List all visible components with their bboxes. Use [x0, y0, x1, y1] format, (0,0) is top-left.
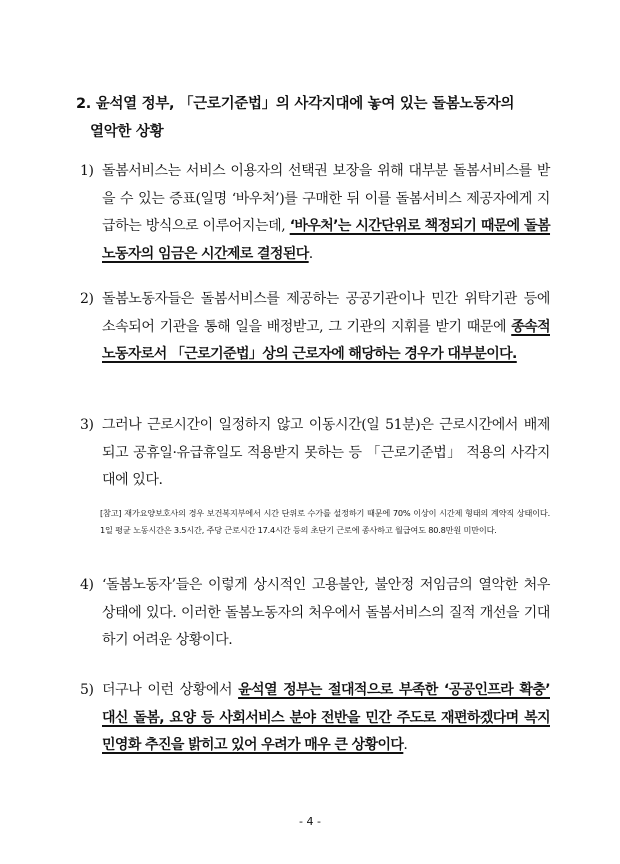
section-heading-line-2: 열악한 상황: [90, 124, 164, 140]
item-number: 5): [80, 682, 94, 698]
item-number: 2): [80, 291, 94, 307]
item-number: 4): [80, 577, 94, 593]
item-text: [102, 158, 550, 268]
item-text-emphasis: 종속적 노동자로서 「근로기준법」상의 근로자에 해당하는 경우가 대부분이다.: [102, 318, 550, 362]
item-text-end: .: [308, 245, 313, 262]
item-text: 그러나 근로시간이 일정하지 않고 이동시간(일 51분)은 근로시간에서 배제되고 공휴일·유급휴일도 적용받지 못하는 등 「근로기준법」 적용의 사각지대에 있다.: [102, 417, 550, 488]
item-text: ‘돌봄노동자’들은 이렇게 상시적인 고용불안, 불안정 저임금의 열악한 처우 상태에 있다. 이러한 돌봄노동자의 처우에서 돌봄서비스의 질적 개선을 기대하기 어려운 상황이다.: [102, 577, 550, 648]
page-number: - 4 -: [299, 815, 321, 828]
paragraph-item-1: [80, 158, 550, 268]
item-number: 3): [80, 417, 94, 433]
paragraph-item-4: [80, 572, 550, 655]
paragraph-item-2: [80, 286, 550, 369]
item-text-plain: 돌봄서비스는 서비스 이용자의 선택권 보장을 위해 대부분 돌봄서비스를 받을 수 있는 증표(일명 ‘바우처’)를 구매한 뒤 이를 돌봄서비스 제공자에게 지급하는 방식으로 이루어지는데,: [102, 163, 550, 234]
item-text-plain: 더구나 이런 상황에서: [102, 682, 239, 698]
item-number: 1): [80, 163, 94, 179]
paragraph-item-5: [80, 677, 550, 760]
item-text: [102, 677, 550, 760]
section-heading: [76, 90, 556, 146]
paragraph-item-3: [80, 412, 550, 495]
item-text-emphasis: 윤석열 정부는 절대적으로 부족한 ‘공공인프라 확충’ 대신 돌봄, 요양 등 사회서비스 분야 전반을 민간 주도로 재편하겠다며 복지 민영화 추진을 밝히고 있어 우려가 매우 큰 상황이다: [102, 682, 550, 753]
section-heading-line-1: 2. 윤석열 정부, 「근로기준법」의 사각지대에 놓여 있는 돌봄노동자의: [76, 96, 515, 112]
item-text: [102, 286, 550, 369]
item-text-emphasis: ‘바우처’는 시간단위로 책정되기 때문에 돌봄노동자의 임금은 시간제로 결정된다: [102, 218, 551, 262]
item-text-end: .: [403, 737, 408, 753]
reference-note: [참고] 재가요양보호사의 경우 보건복지부에서 시간 단위로 수가를 설정하기 때문에 70% 이상이 시간제 형태의 계약직 상태이다. 1일 평균 노동시간은 3.5시간, 주당 근로시간 17.4시간 등의 초단기 근로에 종사하고 월급여도 80.8만원 미만이다.: [100, 508, 550, 535]
item-text-plain: 돌봄노동자들은 돌봄서비스를 제공하는 공공기관이나 민간 위탁기관 등에 소속되어 기관을 통해 일을 배정받고, 그 기관의 지휘를 받기 때문에: [102, 291, 550, 335]
